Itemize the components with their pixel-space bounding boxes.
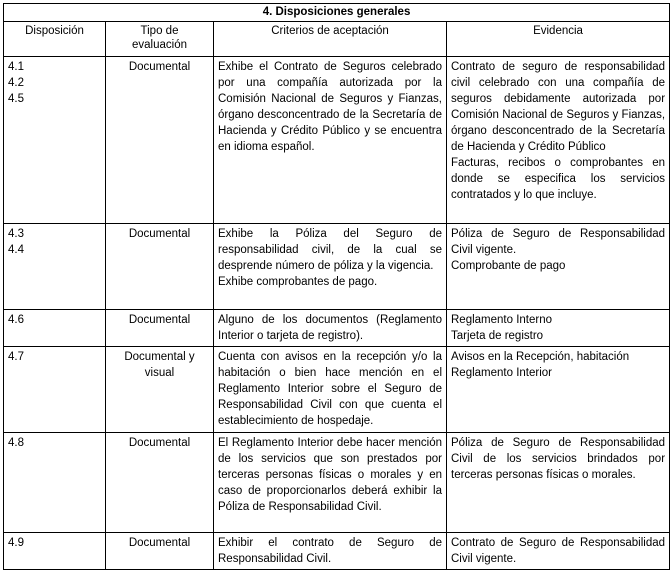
evidencia-cell-line: Facturas, recibos o comprobantes en donde se especifica los servicios contratados y lo que incluye. [451, 157, 666, 201]
criterios-cell-line: Exhibe el Contrato de Seguros celebrado por una compañía autorizada por la Comisión Nacional de Seguros y Fianzas, órgano desconcentrado de la Secretaría de Hacienda y Crédito Público y se encuentra en idioma español. [218, 61, 442, 153]
disposicion-cell-line: 4.4 [8, 244, 24, 256]
evidencia-cell-line: Póliza de Seguro de Responsabilidad Civil vigente. [451, 228, 666, 256]
disposicion-cell-line: 4.6 [8, 314, 24, 326]
evidencia-cell-line: Comprobante de pago [451, 260, 566, 272]
tipo-evaluacion-cell-line: Documental [128, 314, 191, 326]
disposicion-cell [4, 533, 106, 570]
evidencia-cell-line: Tarjeta de registro [451, 330, 544, 342]
tipo-evaluacion-cell [106, 347, 214, 433]
criterios-cell [214, 347, 447, 433]
evidencia-cell-line: Contrato de seguro de responsabilidad civil celebrado con una compañía de seguros debidamente autorizada por Comisión Nacional de Seguros y Fianzas, órgano desconcentrado de la Secretaría de Hacienda y Crédito Público [451, 61, 666, 153]
criterios-cell-line: Exhibe la Póliza del Seguro de responsabilidad civil, de la cual se desprende número de póliza y la vigencia. [218, 228, 442, 272]
criterios-cell-line: Cuenta con avisos en la recepción y/o la habitación o bien hace mención en el Reglamento Interior sobre el Seguro de Responsabilidad Civil con que cuenta el establecimiento de hospedaje. [218, 351, 442, 427]
table-row [4, 224, 670, 310]
evidencia-cell [447, 433, 670, 533]
disposicion-cell [4, 433, 106, 533]
evidencia-cell [447, 57, 670, 224]
criterios-cell-line: Exhibe comprobantes de pago. [218, 276, 378, 288]
evidencia-cell-line: Reglamento Interior [451, 367, 552, 379]
disposicion-cell [4, 57, 106, 224]
evidencia-cell [447, 224, 670, 310]
tipo-evaluacion-cell [106, 224, 214, 310]
tipo-evaluacion-cell [106, 310, 214, 347]
disposicion-cell-line: 4.2 [8, 77, 24, 89]
table-body [4, 57, 670, 570]
disposicion-cell-line: 4.8 [8, 437, 24, 449]
criterios-cell [214, 433, 447, 533]
tipo-evaluacion-cell [106, 533, 214, 570]
evidencia-cell-line: Reglamento Interno [451, 314, 553, 326]
evidencia-cell [447, 310, 670, 347]
criterios-cell [214, 533, 447, 570]
tipo-evaluacion-cell-line: Documental [128, 61, 191, 73]
evidencia-cell [447, 347, 670, 433]
tipo-evaluacion-cell-line: Documental [128, 537, 191, 549]
criterios-cell-line: Exhibir el contrato de Seguro de Responsabilidad Civil. [218, 537, 442, 565]
header-evidencia: Evidencia [447, 22, 670, 57]
table-row [4, 310, 670, 347]
disposicion-cell-line: 4.3 [8, 228, 24, 240]
criterios-cell [214, 310, 447, 347]
evidencia-cell-line: Contrato de Seguro de Responsabilidad Civil vigente. [451, 537, 666, 565]
criterios-cell-line: Alguno de los documentos (Reglamento Interior o tarjeta de registro). [218, 314, 442, 342]
disposicion-cell-line: 4.1 [8, 61, 24, 73]
disposicion-cell [4, 347, 106, 433]
criterios-cell-line: El Reglamento Interior debe hacer mención de los servicios que son prestados por terceras personas físicas o morales y en caso de proporcionarlos deberá exhibir la Póliza de Responsabilidad Civil. [218, 437, 442, 513]
table-row [4, 533, 670, 570]
header-tipo-line2: evaluación [132, 39, 187, 51]
tipo-evaluacion-cell [106, 57, 214, 224]
tipo-evaluacion-cell-line: visual [144, 367, 175, 379]
disposicion-cell [4, 224, 106, 310]
criterios-cell [214, 224, 447, 310]
evidencia-cell-line: Avisos en la Recepción, habitación [451, 351, 630, 363]
header-tipo-evaluacion [106, 22, 214, 57]
criterios-cell [214, 57, 447, 224]
tipo-evaluacion-cell-line: Documental [128, 228, 191, 240]
table-row [4, 347, 670, 433]
disposicion-cell-line: 4.7 [8, 351, 24, 363]
disposiciones-table [3, 3, 670, 570]
tipo-evaluacion-cell-line: Documental y [124, 351, 195, 363]
tipo-evaluacion-cell-line: Documental [128, 437, 191, 449]
disposicion-cell [4, 310, 106, 347]
header-disposicion: Disposición [4, 22, 106, 57]
evidencia-cell [447, 533, 670, 570]
header-tipo-line1: Tipo de [140, 25, 179, 37]
table-row [4, 57, 670, 224]
table-title: 4. Disposiciones generales [4, 4, 670, 22]
tipo-evaluacion-cell [106, 433, 214, 533]
disposicion-cell-line: 4.9 [8, 537, 24, 549]
disposicion-cell-line: 4.5 [8, 93, 24, 105]
evidencia-cell-line: Póliza de Seguro de Responsabilidad Civil de los servicios brindados por terceras personas físicas o morales. [451, 437, 666, 481]
header-criterios: Criterios de aceptación [214, 22, 447, 57]
table-row [4, 433, 670, 533]
